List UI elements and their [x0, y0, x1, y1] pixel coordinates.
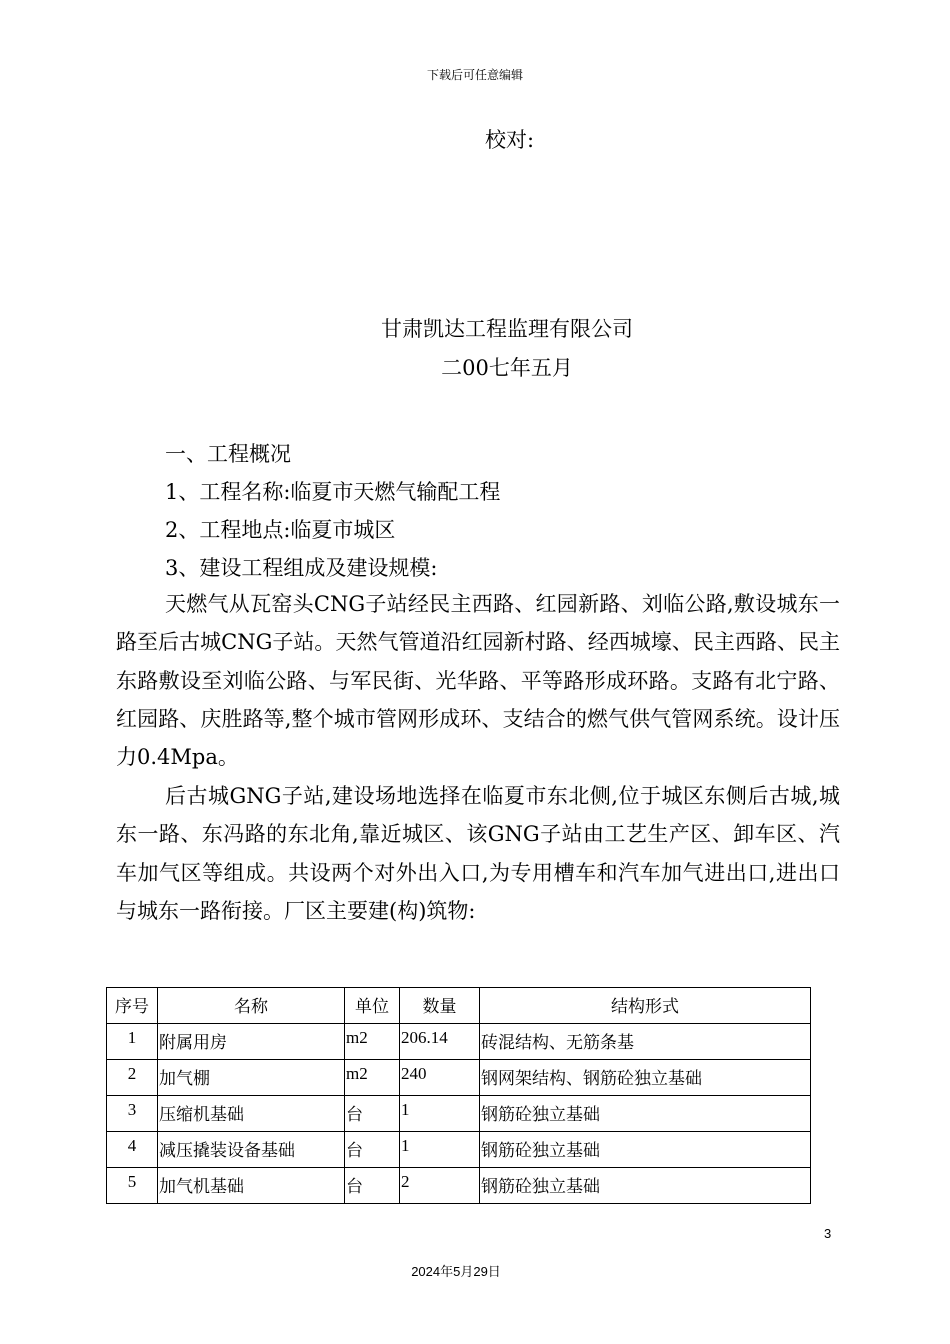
structures-table [106, 987, 811, 1204]
header-structure: 结构形式 [480, 988, 811, 1024]
overview-heading: 一、工程概况 [165, 442, 291, 466]
company-name: 甘肃凯达工程监理有限公司 [381, 317, 633, 341]
cell-structure: 钢筋砼独立基础 [480, 1168, 811, 1204]
cell-quantity: 1 [400, 1096, 480, 1132]
cell-structure: 钢网架结构、钢筋砼独立基础 [480, 1060, 811, 1096]
cell-structure: 砖混结构、无筋条基 [480, 1024, 811, 1060]
project-name-line: 1、工程名称:临夏市天燃气输配工程 [165, 480, 501, 504]
table-row [107, 1168, 811, 1204]
header-name: 名称 [158, 988, 345, 1024]
table-row [107, 1060, 811, 1096]
cell-structure: 钢筋砼独立基础 [480, 1096, 811, 1132]
cell-no: 3 [107, 1096, 158, 1132]
footer-date: 2024年5月29日 [411, 1264, 501, 1279]
cell-no: 5 [107, 1168, 158, 1204]
cell-unit: 台 [345, 1096, 400, 1132]
cell-name: 附属用房 [158, 1024, 345, 1060]
cell-unit: m2 [345, 1024, 400, 1060]
table-header-row [107, 988, 811, 1024]
cell-structure: 钢筋砼独立基础 [480, 1132, 811, 1168]
project-scale-heading: 3、建设工程组成及建设规模: [165, 556, 438, 580]
cell-no: 1 [107, 1024, 158, 1060]
document-date: 二00七年五月 [441, 356, 573, 380]
table-row [107, 1096, 811, 1132]
cell-quantity: 1 [400, 1132, 480, 1168]
cell-unit: 台 [345, 1168, 400, 1204]
project-location-line: 2、工程地点:临夏市城区 [165, 518, 396, 542]
cell-no: 2 [107, 1060, 158, 1096]
proofread-label: 校对: [485, 128, 535, 152]
table-row [107, 1132, 811, 1168]
cell-unit: 台 [345, 1132, 400, 1168]
header-unit: 单位 [345, 988, 400, 1024]
cell-name: 压缩机基础 [158, 1096, 345, 1132]
station-paragraph: 后古城GNG子站,建设场地选择在临夏市东北侧,位于城区东侧后古城,城东一路、东冯路的东北角,靠近城区、该GNG子站由工艺生产区、卸车区、汽车加气区等组成。共设两个对外出入口,为专用槽车和汽车加气进出口,进出口与城东一路衔接。厂区主要建(构)筑物: [116, 784, 840, 923]
pipeline-paragraph: 天燃气从瓦窑头CNG子站经民主西路、红园新路、刘临公路,敷设城东一路至后古城CNG子站。天然气管道沿红园新村路、经西城壕、民主西路、民主东路敷设至刘临公路、与军民街、光华路、平等路形成环路。支路有北宁路、红园路、庆胜路等,整个城市管网形成环、支结合的燃气供气管网系统。设计压力0.4Mpa。 [116, 592, 840, 770]
table-row [107, 1024, 811, 1060]
header-no: 序号 [107, 988, 158, 1024]
cell-name: 加气棚 [158, 1060, 345, 1096]
page-number: 3 [824, 1226, 832, 1241]
header-quantity: 数量 [400, 988, 480, 1024]
header-note: 下载后可任意编辑 [426, 68, 523, 82]
cell-name: 加气机基础 [158, 1168, 345, 1204]
cell-quantity: 2 [400, 1168, 480, 1204]
cell-quantity: 206.14 [400, 1024, 480, 1060]
cell-no: 4 [107, 1132, 158, 1168]
cell-name: 减压撬装设备基础 [158, 1132, 345, 1168]
cell-unit: m2 [345, 1060, 400, 1096]
cell-quantity: 240 [400, 1060, 480, 1096]
